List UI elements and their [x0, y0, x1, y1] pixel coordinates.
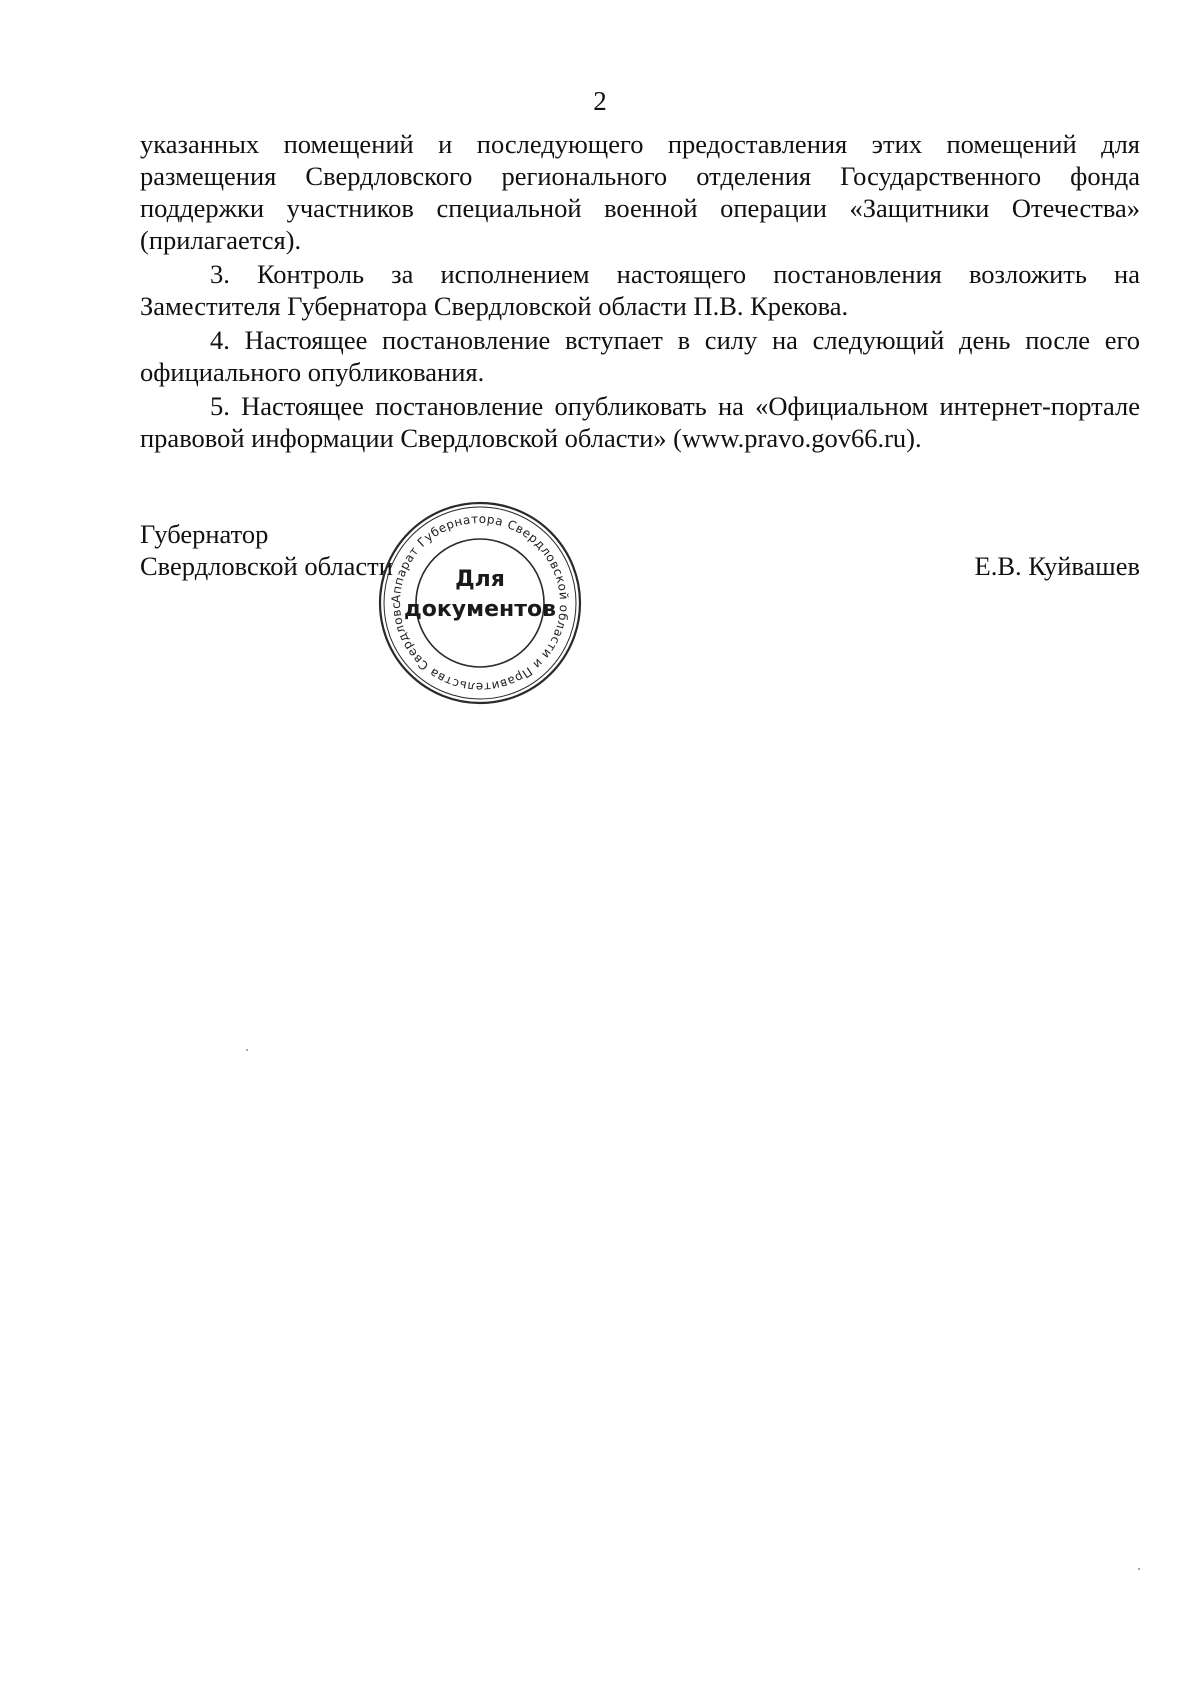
paragraph-continuation: указанных помещений и последующего предоставления этих помещений для размещения Свердловского регионального отделения Государственного фонда поддержки участников специальной военной операции «Защитники Отечества» (прилагается). [140, 129, 1140, 255]
paragraph-item-5: 5. Настоящее постановление опубликовать на «Официальном интернет-портале правовой информации Свердловской области» (www.pravo.gov66.ru). [140, 391, 1140, 453]
signature-position [140, 518, 393, 582]
document-body [140, 128, 1140, 456]
signature-name: Е.В. Куйвашев [974, 551, 1140, 581]
signature-position-line2: Свердловской области [140, 551, 393, 581]
stamp-ring-text: Аппарат Губернатора Свердловской области и Правительства Свердловс [388, 511, 572, 695]
page-number: 2 [593, 86, 607, 116]
stamp-center-line2: документов [403, 597, 557, 622]
stamp-center-text [375, 565, 585, 625]
scan-speck [1138, 1568, 1140, 1570]
official-stamp [375, 498, 585, 708]
signature-position-line1: Губернатор [140, 519, 269, 549]
scan-speck [246, 1049, 248, 1051]
paragraph-item-4: 4. Настоящее постановление вступает в силу на следующий день после его официального опубликования. [140, 325, 1140, 387]
paragraph-item-3: 3. Контроль за исполнением настоящего постановления возложить на Заместителя Губернатора Свердловской области П.В. Крекова. [140, 259, 1140, 321]
stamp-center-line1: Для [455, 567, 505, 592]
